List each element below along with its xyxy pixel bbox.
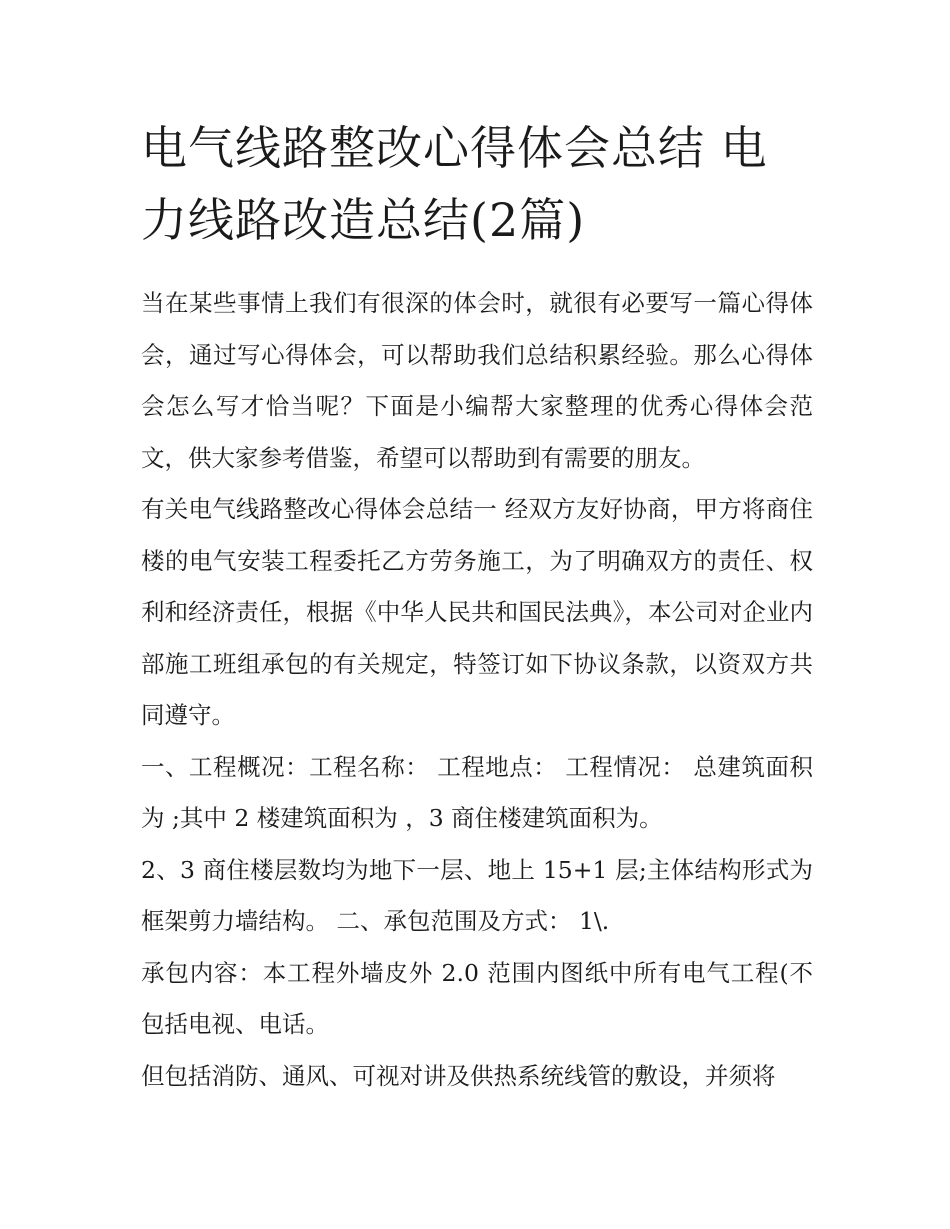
paragraph-intro: 当在某些事情上我们有很深的体会时，就很有必要写一篇心得体会，通过写心得体会，可以帮助我们总结积累经验。那么心得体会怎么写才恰当呢？下面是小编帮大家整理的优秀心得体会范文，供大家参考借鉴，希望可以帮助到有需要的朋友。 [141,289,813,472]
document-page [141,112,813,1102]
document-title: 电气线路整改心得体会总结 电力线路改造总结(2篇) [141,121,768,247]
paragraph-project-overview: 一、工程概况：工程名称： 工程地点： 工程情况： 总建筑面积为 ;其中 2 楼建筑面积为 ，3 商住楼建筑面积为。 [141,752,813,832]
paragraph-scope-continued: 但包括消防、通风、可视对讲及供热系统线管的敷设，并须将 [141,1061,776,1090]
paragraph-building-structure: 2、3 商住楼层数均为地下一层、地上 15+1 层;主体结构形式为框架剪力墙结构。 二、承包范围及方式： 1\. [141,855,813,935]
paragraph-contract-scope: 承包内容：本工程外墙皮外 2.0 范围内图纸中所有电气工程(不包括电视、电话。 [141,958,813,1038]
paragraph-agreement: 有关电气线路整改心得体会总结一 经双方友好协商，甲方将商住楼的电气安装工程委托乙方劳务施工，为了明确双方的责任、权利和经济责任，根据《中华人民共和国民法典》，本公司对企业内部施工班组承包的有关规定，特签订如下协议条款，以资双方共同遵守。 [141,495,813,729]
